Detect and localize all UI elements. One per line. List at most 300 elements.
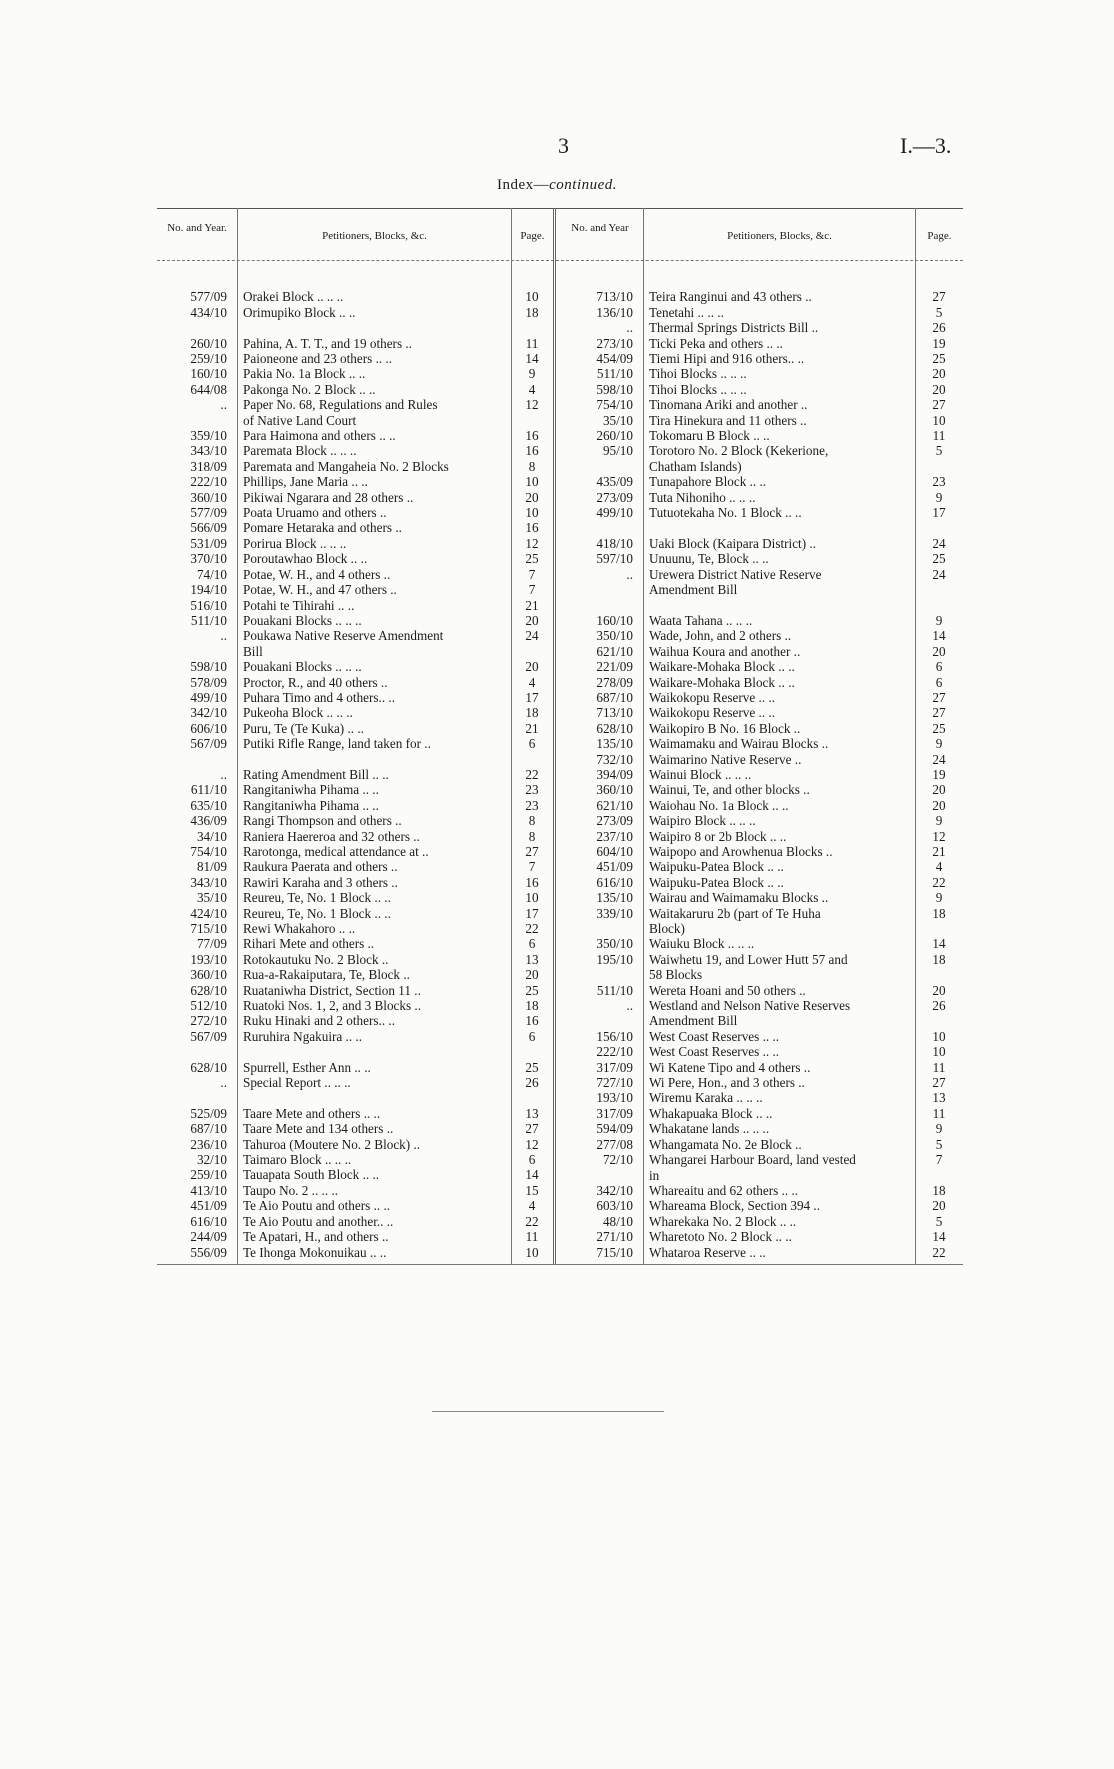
entry-page: 20 [525, 967, 539, 983]
entry-page: 10 [932, 1028, 946, 1044]
entry-number-year: .. [220, 628, 227, 644]
entry-number-year: 597/10 [596, 551, 633, 567]
entry-number-year: 727/10 [596, 1075, 633, 1091]
table-row [157, 644, 553, 659]
entry-number-year: 273/09 [596, 813, 633, 829]
entry-number-year: 511/10 [596, 982, 633, 998]
entry-page: 20 [525, 489, 539, 505]
table-row [560, 1106, 963, 1121]
table-row [157, 1013, 553, 1028]
entry-page: 25 [932, 351, 946, 367]
entry-number-year: 160/10 [190, 366, 227, 382]
entry-petitioner: Rotokautuku No. 2 Block .. [243, 951, 389, 967]
entry-page: 20 [932, 643, 946, 659]
entry-page: 8 [528, 458, 536, 474]
entry-petitioner: Paremata and Mangaheia No. 2 Blocks [243, 458, 449, 474]
entry-page: 12 [525, 535, 539, 551]
entry-petitioner: Te Apatari, H., and others .. [243, 1229, 389, 1245]
table-row [157, 274, 553, 289]
entry-petitioner: Rangi Thompson and others .. [243, 813, 402, 829]
entry-petitioner: 58 Blocks [649, 967, 703, 983]
table-row [157, 1044, 553, 1059]
entry-page: 12 [932, 828, 946, 844]
entry-petitioner: of Native Land Court [243, 412, 357, 428]
entry-page: 27 [932, 689, 946, 705]
entry-page: 6 [528, 1152, 536, 1168]
entry-page [511, 752, 553, 767]
entry-petitioner: Puru, Te (Te Kuka) .. .. [243, 720, 364, 736]
entry-petitioner: Wharetoto No. 2 Block .. .. [649, 1229, 792, 1245]
table-row [560, 721, 963, 736]
entry-page: 9 [935, 813, 943, 829]
entry-page [915, 582, 963, 597]
table-row [560, 875, 963, 890]
entry-number-year: 222/10 [596, 1044, 633, 1060]
entry-number-year: 359/10 [190, 428, 227, 444]
entry-page: 16 [525, 520, 539, 536]
entry-number-year: 577/09 [190, 505, 227, 521]
entry-petitioner: Ruataniwha District, Section 11 .. [243, 982, 421, 998]
entry-page: 13 [932, 1090, 946, 1106]
entry-page: 6 [528, 736, 536, 752]
table-row [157, 289, 553, 304]
entry-petitioner: Chatham Islands) [649, 458, 742, 474]
entry-page: 13 [525, 1105, 539, 1121]
entry-number-year: 516/10 [190, 597, 227, 613]
entry-petitioner: Whareaitu and 62 others .. .. [649, 1182, 799, 1198]
table-row [560, 474, 963, 489]
table-row [560, 767, 963, 782]
entry-number-year: 436/09 [190, 813, 227, 829]
entry-petitioner: Poroutawhao Block .. .. [243, 551, 368, 567]
entry-petitioner: Rating Amendment Bill .. .. [243, 766, 389, 782]
table-row [157, 428, 553, 443]
entry-number-year: 628/10 [596, 720, 633, 736]
entry-page: 27 [525, 1121, 539, 1137]
entry-petitioner: Pouakani Blocks .. .. .. [243, 612, 362, 628]
entry-page: 4 [528, 1198, 536, 1214]
table-row [560, 366, 963, 381]
entry-page: 7 [528, 566, 536, 582]
entry-page: 20 [932, 366, 946, 382]
entry-page: 25 [525, 551, 539, 567]
entry-number-year [560, 459, 643, 474]
table-row [157, 1121, 553, 1136]
table-row [560, 305, 963, 320]
entry-number-year: 350/10 [596, 628, 633, 644]
entry-number-year: 451/09 [190, 1198, 227, 1214]
entry-number-year: 342/10 [596, 1182, 633, 1198]
entry-number-year: 418/10 [596, 535, 633, 551]
entry-petitioner: Wharekaka No. 2 Block .. .. [649, 1213, 797, 1229]
entry-page: 20 [932, 1198, 946, 1214]
entry-petitioner: Westland and Nelson Native Reserves [649, 998, 851, 1014]
entry-petitioner: Waiuku Block .. .. .. [649, 936, 755, 952]
entry-page: 12 [525, 397, 539, 413]
entry-petitioner: Ticki Peka and others .. .. [649, 335, 783, 351]
table-row [560, 413, 963, 428]
entry-page: 8 [528, 828, 536, 844]
entry-page: 18 [525, 705, 539, 721]
entry-petitioner: Tiemi Hipi and 916 others.. .. [649, 351, 805, 367]
entry-petitioner: Waata Tahana .. .. .. [649, 612, 753, 628]
entry-number-year: .. [626, 998, 633, 1014]
entry-number-year: 754/10 [596, 397, 633, 413]
table-row [560, 1245, 963, 1260]
table-row [560, 890, 963, 905]
entry-number-year: 318/09 [190, 458, 227, 474]
entry-petitioner: Whataroa Reserve .. .. [649, 1244, 766, 1260]
entry-petitioner: Tihoi Blocks .. .. .. [649, 366, 747, 382]
entry-page [915, 1168, 963, 1183]
entry-page: 10 [525, 474, 539, 490]
entry-number-year: 237/10 [596, 828, 633, 844]
table-row [560, 829, 963, 844]
entry-petitioner: Ruruhira Ngakuira .. .. [243, 1028, 363, 1044]
entry-number-year: 193/10 [596, 1090, 633, 1106]
entry-page: 22 [525, 921, 539, 937]
entry-petitioner: Pahina, A. T. T., and 19 others .. [243, 335, 412, 351]
table-row [560, 1029, 963, 1044]
entry-number-year: 343/10 [190, 443, 227, 459]
entry-number-year: 135/10 [596, 736, 633, 752]
table-row [157, 844, 553, 859]
table-row [560, 798, 963, 813]
entry-petitioner: Waihua Koura and another .. [649, 643, 801, 659]
entry-page: 24 [932, 566, 946, 582]
table-row [157, 305, 553, 320]
entry-number-year: 556/09 [190, 1244, 227, 1260]
entry-petitioner: Putiki Rifle Range, land taken for .. [243, 736, 431, 752]
entry-page: 27 [932, 705, 946, 721]
entry-petitioner: Tunapahore Block .. .. [649, 474, 767, 490]
entry-petitioner: Amendment Bill [649, 582, 738, 598]
table-row [560, 983, 963, 998]
entry-number-year [157, 644, 237, 659]
entry-page: 14 [525, 351, 539, 366]
column-header-petitioners: Petitioners, Blocks, &c. [322, 230, 427, 242]
entry-petitioner: Spurrell, Esther Ann .. .. [243, 1059, 371, 1075]
entry-petitioner: Taupo No. 2 .. .. .. [243, 1182, 339, 1198]
entry-page: 18 [932, 905, 946, 921]
entry-petitioner: Reureu, Te, No. 1 Block .. .. [243, 890, 391, 906]
entry-number-year: 81/09 [196, 859, 227, 875]
entry-petitioner: Taimaro Block .. .. .. [243, 1152, 352, 1168]
entry-petitioner: Pukeoha Block .. .. .. [243, 705, 353, 721]
entry-number-year: 222/10 [190, 474, 227, 490]
entry-number-year: 603/10 [596, 1198, 633, 1214]
entry-petitioner: Waikare-Mohaka Block .. .. [649, 674, 795, 690]
entry-petitioner: Proctor, R., and 40 others .. [243, 674, 388, 690]
table-row [560, 690, 963, 705]
entry-number-year [560, 1013, 643, 1028]
table-row [560, 1214, 963, 1229]
entry-petitioner: Rawiri Karaha and 3 others .. [243, 874, 398, 890]
page-number: 3 [558, 133, 569, 158]
entry-page: 23 [932, 474, 946, 490]
table-row [560, 1075, 963, 1090]
entry-page: 4 [935, 859, 943, 875]
entry-page [915, 459, 963, 474]
entry-number-year: 350/10 [596, 936, 633, 952]
entry-petitioner: Waipuku-Patea Block .. .. [649, 859, 784, 875]
entry-petitioner: Whakatane lands .. .. .. [649, 1121, 770, 1137]
entry-page: 9 [935, 890, 943, 906]
table-row [560, 659, 963, 674]
table-row [157, 705, 553, 720]
entry-number-year: .. [626, 566, 633, 582]
table-row [157, 397, 553, 412]
entry-page: 11 [932, 1105, 946, 1121]
table-row [157, 320, 553, 335]
entry-page: 27 [932, 397, 946, 413]
entry-number-year: 221/09 [596, 659, 633, 675]
entry-page: 6 [935, 674, 943, 690]
table-row [560, 1183, 963, 1198]
entry-number-year: 34/10 [196, 828, 227, 844]
entry-petitioner: Wainui, Te, and other blocks .. [649, 782, 810, 798]
entry-number-year: 499/10 [190, 689, 227, 705]
entry-page: 22 [932, 874, 946, 890]
entry-page: 10 [932, 1044, 946, 1060]
entry-number-year: 160/10 [596, 612, 633, 628]
table-row [560, 1060, 963, 1075]
entry-petitioner: Unuunu, Te, Block .. .. [649, 551, 769, 567]
entry-page: 22 [932, 1244, 946, 1260]
table-row [157, 875, 553, 890]
entry-number-year: 578/09 [190, 674, 227, 690]
entry-petitioner: Wereta Hoani and 50 others .. [649, 982, 806, 998]
entry-petitioner [237, 274, 511, 289]
entry-page: 20 [932, 782, 946, 798]
entry-petitioner: West Coast Reserves .. .. [649, 1028, 780, 1044]
table-row [157, 1060, 553, 1075]
entry-page [915, 967, 963, 982]
table-row [157, 1090, 553, 1105]
entry-page: 14 [932, 1229, 946, 1245]
entry-petitioner: Waipopo and Arowhenua Blocks .. [649, 843, 833, 859]
table-row [560, 397, 963, 412]
entry-number-year [157, 1044, 237, 1059]
entry-number-year: 598/10 [190, 659, 227, 675]
table-top-rule [157, 208, 963, 209]
entry-number-year: 687/10 [596, 689, 633, 705]
entry-petitioner: Waipuku-Patea Block .. .. [649, 874, 784, 890]
entry-petitioner: Taare Mete and others .. .. [243, 1105, 381, 1121]
entry-page: 23 [525, 797, 539, 813]
entry-number-year: 244/09 [190, 1229, 227, 1245]
entry-petitioner: Porirua Block .. .. .. [243, 535, 347, 551]
entry-page: 18 [932, 951, 946, 967]
entry-page: 22 [525, 1213, 539, 1229]
entry-page: 10 [932, 412, 946, 428]
entry-number-year: 435/09 [596, 474, 633, 490]
entry-number-year: 193/10 [190, 951, 227, 967]
entry-number-year: 567/09 [190, 736, 227, 752]
entry-petitioner [237, 1090, 511, 1105]
entry-number-year: 715/10 [596, 1244, 633, 1260]
entry-petitioner [237, 320, 511, 335]
entry-petitioner: Wi Katene Tipo and 4 others .. [649, 1059, 811, 1075]
table-row [560, 336, 963, 351]
entry-petitioner: Waikokopu Reserve .. .. [649, 705, 776, 721]
table-row [157, 351, 553, 366]
table-row [157, 1029, 553, 1044]
entry-number-year: 135/10 [596, 890, 633, 906]
entry-number-year [157, 1090, 237, 1105]
table-row [560, 921, 963, 936]
entry-number-year: 621/10 [596, 643, 633, 659]
entry-number-year [157, 274, 237, 289]
table-row [560, 1013, 963, 1028]
entry-page: 24 [932, 535, 946, 551]
table-row [560, 1168, 963, 1183]
entry-page: 14 [932, 628, 946, 644]
entry-petitioner: Waitakaruru 2b (part of Te Huha [649, 905, 821, 921]
table-row [157, 459, 553, 474]
table-row [560, 906, 963, 921]
column-header-petitioners-right: Petitioners, Blocks, &c. [727, 230, 832, 242]
entry-number-year: 628/10 [190, 1059, 227, 1075]
entry-petitioner: Pakia No. 1a Block .. .. [243, 366, 366, 382]
entry-page: 26 [932, 998, 946, 1014]
entry-number-year: 732/10 [596, 751, 633, 767]
entry-petitioner: Pakonga No. 2 Block .. .. [243, 381, 376, 397]
entry-page: 9 [935, 736, 943, 752]
entry-page: 13 [525, 951, 539, 967]
entry-petitioner: Rewi Whakahoro .. .. [243, 921, 356, 937]
entry-number-year: 567/09 [190, 1028, 227, 1044]
table-row [157, 983, 553, 998]
entry-petitioner: Paioneone and 23 others .. .. [243, 351, 393, 366]
entry-number-year: 499/10 [596, 505, 633, 521]
entry-number-year: 48/10 [602, 1213, 633, 1229]
table-row [560, 813, 963, 828]
table-row [560, 952, 963, 967]
table-row [157, 1106, 553, 1121]
table-row [560, 644, 963, 659]
table-row [560, 628, 963, 643]
entry-number-year: 511/10 [190, 612, 227, 628]
entry-petitioner: Rarotonga, medical attendance at .. [243, 843, 429, 859]
entry-page: 7 [528, 582, 536, 598]
table-row [157, 890, 553, 905]
entry-number-year: 317/09 [596, 1059, 633, 1075]
table-row [157, 413, 553, 428]
entry-number-year: 236/10 [190, 1136, 227, 1152]
table-row [560, 459, 963, 474]
entry-number-year: 360/10 [190, 967, 227, 983]
table-row [560, 1229, 963, 1244]
entry-number-year: 531/09 [190, 535, 227, 551]
entry-number-year: 604/10 [596, 843, 633, 859]
entry-page: 26 [932, 320, 946, 336]
entry-number-year [157, 752, 237, 767]
entry-petitioner: Wiremu Karaka .. .. .. [649, 1090, 763, 1106]
entry-number-year: 754/10 [190, 843, 227, 859]
table-row [157, 659, 553, 674]
entry-petitioner: Tinomana Ariki and another .. [649, 397, 808, 413]
entry-page [915, 520, 963, 535]
entry-number-year: 713/10 [596, 705, 633, 721]
entry-page: 20 [932, 797, 946, 813]
entry-page: 26 [525, 1075, 539, 1091]
entry-petitioner: Tihoi Blocks .. .. .. [649, 381, 747, 397]
document-reference: I.—3. [900, 133, 952, 158]
table-row [560, 752, 963, 767]
table-row [560, 1090, 963, 1105]
table-row [157, 1229, 553, 1244]
table-row [157, 752, 553, 767]
entry-page: 5 [935, 1213, 943, 1229]
entry-page: 9 [935, 612, 943, 628]
entry-number-year: 339/10 [596, 905, 633, 921]
entry-number-year: 511/10 [596, 366, 633, 382]
entry-number-year: 598/10 [596, 381, 633, 397]
entry-petitioner: Waikokopu Reserve .. .. [649, 689, 776, 705]
table-row [560, 998, 963, 1013]
entry-number-year [560, 598, 643, 613]
entry-page: 11 [525, 335, 539, 351]
entry-number-year [560, 1168, 643, 1183]
entry-petitioner: Wainui Block .. .. .. [649, 766, 752, 782]
table-row [560, 351, 963, 366]
entry-petitioner: Orimupiko Block .. .. [243, 304, 356, 320]
entry-page: 20 [932, 982, 946, 998]
entry-number-year [560, 274, 643, 289]
entry-number-year: 277/08 [596, 1136, 633, 1152]
entry-page: 27 [932, 1075, 946, 1091]
entry-page: 20 [525, 659, 539, 675]
entry-number-year: .. [220, 766, 227, 782]
entry-page: 7 [935, 1152, 943, 1168]
table-row [157, 520, 553, 535]
table-row [157, 767, 553, 782]
index-table-right [560, 274, 963, 1260]
entry-page: 18 [525, 998, 539, 1014]
table-row [560, 1044, 963, 1059]
table-row [157, 1137, 553, 1152]
entry-number-year [560, 582, 643, 597]
entry-page: 17 [525, 905, 539, 921]
entry-page: 24 [932, 751, 946, 767]
entry-page: 6 [528, 936, 536, 952]
entry-page [511, 413, 553, 428]
entry-page: 8 [528, 813, 536, 829]
entry-petitioner: Pomare Hetaraka and others .. [243, 520, 402, 536]
entry-petitioner: Wade, John, and 2 others .. [649, 628, 792, 644]
entry-page: 21 [525, 720, 539, 736]
entry-page: 11 [525, 1229, 539, 1245]
table-row [157, 921, 553, 936]
entry-page: 9 [528, 366, 536, 382]
column-header-no-year-right: No. and Year [571, 222, 629, 234]
table-row [157, 366, 553, 381]
index-table-left [157, 274, 553, 1260]
entry-petitioner: Tutuotekaha No. 1 Block .. .. [649, 505, 802, 521]
table-row [157, 936, 553, 951]
table-row [157, 1214, 553, 1229]
entry-page: 16 [525, 874, 539, 890]
entry-petitioner: Pouakani Blocks .. .. .. [243, 659, 362, 675]
table-row [157, 336, 553, 351]
entry-number-year: 343/10 [190, 874, 227, 890]
entry-petitioner: Torotoro No. 2 Block (Kekerione, [649, 443, 829, 459]
entry-petitioner: Ruatoki Nos. 1, 2, and 3 Blocks .. [243, 998, 422, 1014]
table-row [157, 505, 553, 520]
entry-number-year: 72/10 [602, 1152, 633, 1168]
entry-number-year: 342/10 [190, 705, 227, 721]
